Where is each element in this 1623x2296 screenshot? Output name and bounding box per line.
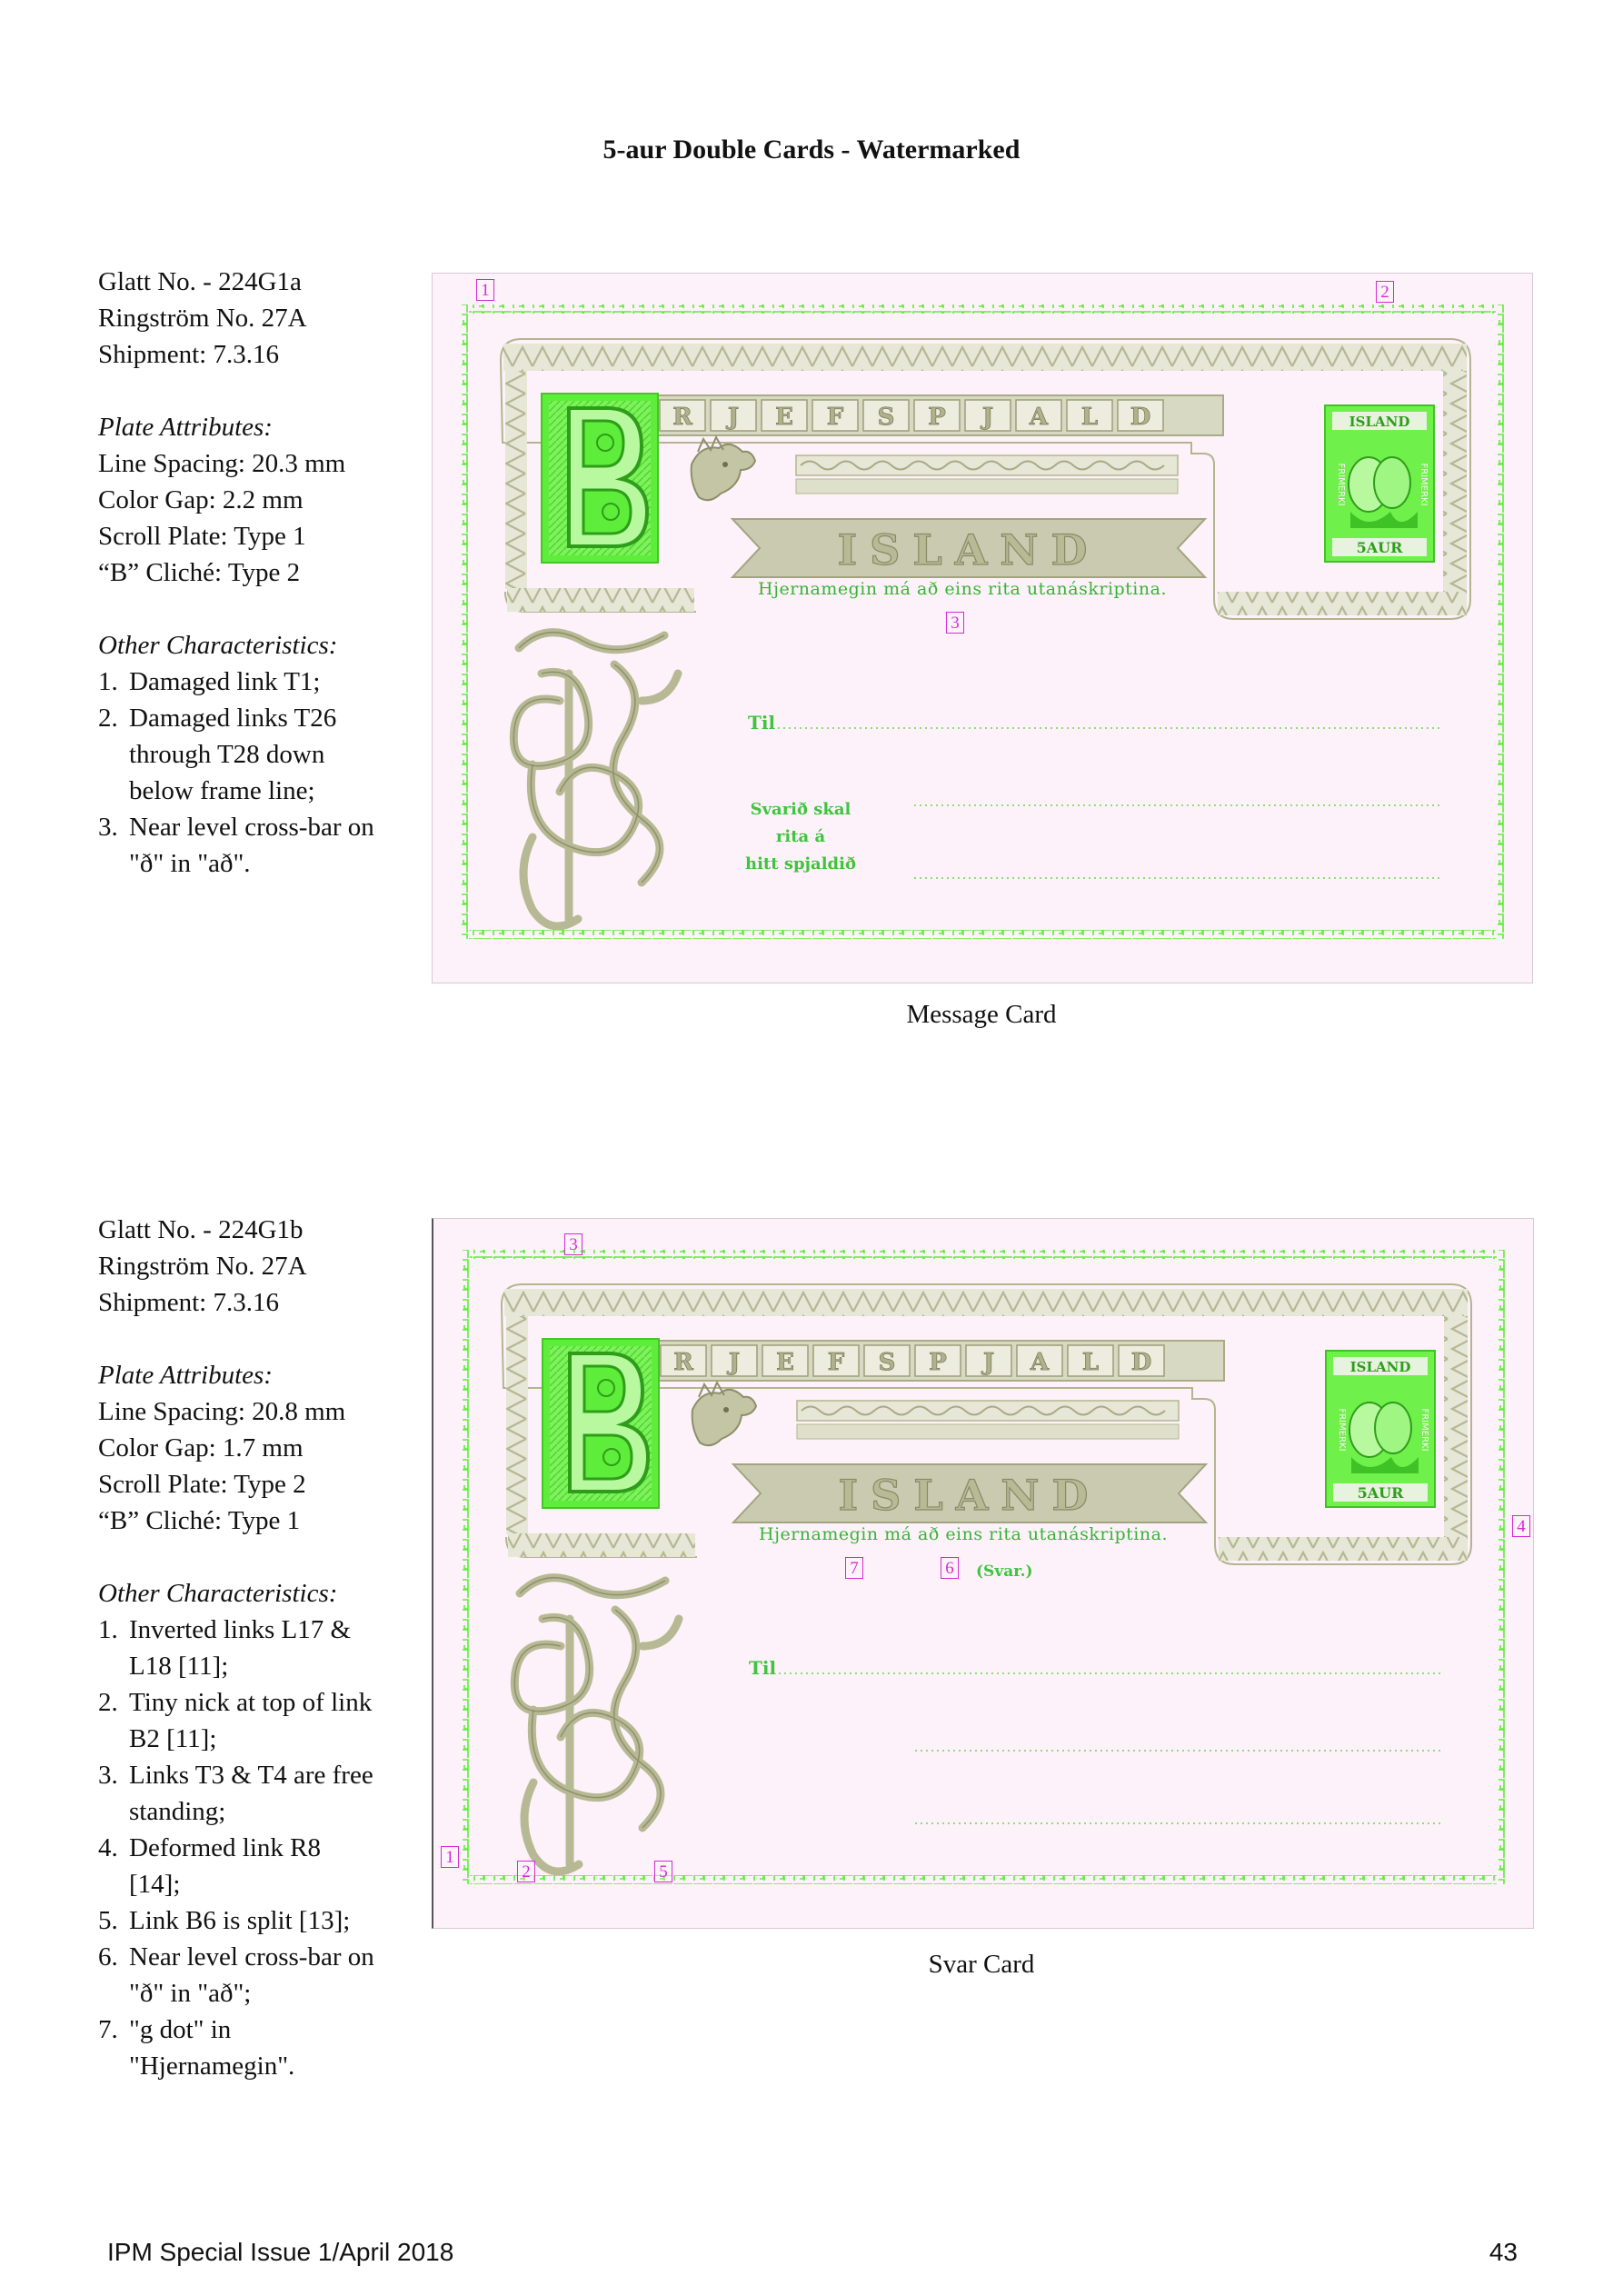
item-number: 1. bbox=[98, 667, 118, 696]
page-number: 43 bbox=[1489, 2238, 1518, 2266]
reply-line: hitt spjaldið bbox=[745, 854, 856, 873]
brand-letter: J bbox=[981, 404, 994, 431]
characteristics-list bbox=[98, 1612, 425, 2084]
brand-letter: F bbox=[827, 1349, 845, 1376]
brand-letter: E bbox=[776, 1349, 794, 1376]
svar-label: (Svar.) bbox=[976, 1562, 1033, 1581]
item-text: Inverted links L17 & bbox=[129, 1615, 352, 1644]
brand-letters bbox=[588, 1341, 1224, 1381]
plate-attributes-heading: Plate Attributes: bbox=[98, 413, 273, 442]
other-characteristics-heading: Other Characteristics: bbox=[98, 1579, 338, 1608]
brand-letter: A bbox=[1029, 404, 1049, 431]
item-number: 2. bbox=[98, 704, 118, 733]
item-text: Near level cross-bar on bbox=[129, 1942, 374, 1972]
characteristic-item bbox=[98, 1902, 425, 1939]
glatt-number: Glatt No. - 224G1b bbox=[98, 1215, 304, 1244]
characteristic-item bbox=[98, 1612, 425, 1684]
svg-text:FRIMERKI: FRIMERKI bbox=[1337, 1408, 1347, 1452]
til-label: Til bbox=[749, 1657, 777, 1679]
knotwork-ornament-detail bbox=[513, 633, 664, 883]
item-text: Tiny nick at top of link bbox=[129, 1688, 373, 1717]
item-text: L18 [11]; bbox=[129, 1652, 229, 1681]
color-gap: Color Gap: 1.7 mm bbox=[98, 1433, 304, 1462]
svg-text:ISLAND: ISLAND bbox=[837, 525, 1100, 574]
brand-letter: L bbox=[1080, 404, 1099, 431]
item-number: 6. bbox=[98, 1942, 118, 1972]
svg-text:ISLAND: ISLAND bbox=[838, 1471, 1101, 1520]
characteristic-item bbox=[98, 1939, 425, 2011]
item-text: "ð" in "að". bbox=[129, 849, 251, 878]
plate-attributes-heading: Plate Attributes: bbox=[98, 1361, 273, 1390]
svar-card-caption: Svar Card bbox=[928, 1950, 1035, 1979]
reply-line: Svarið skal bbox=[750, 800, 851, 819]
characteristic-item bbox=[98, 809, 425, 882]
marker-5: 5 bbox=[654, 1861, 672, 1882]
item-text: Deformed link R8 bbox=[129, 1833, 322, 1862]
characteristic-item bbox=[98, 700, 425, 809]
marker-4: 4 bbox=[1512, 1515, 1530, 1537]
message-card-image bbox=[432, 273, 1533, 983]
item-text: Damaged link T1; bbox=[129, 667, 321, 696]
item-text: Links T3 & T4 are free bbox=[129, 1761, 373, 1790]
brand-letter: D bbox=[1130, 404, 1151, 431]
item-number: 7. bbox=[98, 2015, 118, 2044]
marker-2: 2 bbox=[517, 1861, 535, 1882]
item-number: 3. bbox=[98, 1761, 118, 1790]
scroll-plate: Scroll Plate: Type 1 bbox=[98, 522, 306, 551]
item-text: B2 [11]; bbox=[129, 1724, 217, 1753]
brand-letter: S bbox=[878, 1349, 896, 1376]
knotwork-ornament-icon bbox=[513, 633, 678, 926]
page-title: 5-aur Double Cards - Watermarked bbox=[602, 135, 1021, 165]
characteristics-list bbox=[98, 664, 425, 882]
brand-letter: L bbox=[1081, 1349, 1100, 1376]
card1-description bbox=[98, 264, 425, 882]
ringstrom-number: Ringström No. 27A bbox=[98, 304, 307, 333]
item-number: 1. bbox=[98, 1615, 118, 1644]
item-text: "Hjernamegin". bbox=[129, 2051, 295, 2081]
message-card-caption: Message Card bbox=[906, 1000, 1057, 1029]
characteristic-item bbox=[98, 1830, 425, 1902]
marker-3: 3 bbox=[946, 612, 964, 634]
brand-letter: J bbox=[728, 1349, 741, 1376]
shipment: Shipment: 7.3.16 bbox=[98, 340, 279, 369]
svg-text:FRIMERKI: FRIMERKI bbox=[1336, 463, 1346, 506]
ringstrom-number: Ringström No. 27A bbox=[98, 1252, 307, 1281]
brand-letter: A bbox=[1030, 1349, 1050, 1376]
brand-letter: J bbox=[727, 404, 740, 431]
reply-line: rita á bbox=[775, 827, 826, 846]
characteristic-item bbox=[98, 1684, 425, 1757]
brand-letter: J bbox=[982, 1349, 995, 1376]
characteristic-item bbox=[98, 2011, 425, 2084]
characteristic-item bbox=[98, 664, 425, 700]
knotwork-ornament-icon bbox=[514, 1578, 679, 1872]
scroll-plate: Scroll Plate: Type 2 bbox=[98, 1470, 306, 1499]
country-banner bbox=[732, 519, 1205, 577]
item-text: through T28 down bbox=[129, 740, 325, 769]
svg-text:FRIMERKI: FRIMERKI bbox=[1419, 1408, 1429, 1452]
brand-letter: P bbox=[929, 1349, 947, 1376]
other-characteristics-heading: Other Characteristics: bbox=[98, 631, 338, 660]
svg-text:5AUR: 5AUR bbox=[1357, 1484, 1404, 1502]
brand-letter: P bbox=[928, 404, 946, 431]
item-text: "ð" in "að"; bbox=[129, 1979, 252, 2008]
brand-letter: E bbox=[775, 404, 793, 431]
marker-1: 1 bbox=[476, 279, 494, 301]
address-lines bbox=[779, 1673, 1442, 1823]
knotwork-ornament-detail bbox=[514, 1578, 665, 1828]
b-cliche: “B” Cliché: Type 2 bbox=[98, 558, 301, 587]
item-number: 3. bbox=[98, 813, 118, 842]
item-text: [14]; bbox=[129, 1870, 181, 1899]
card2-description bbox=[98, 1212, 425, 2084]
line-spacing: Line Spacing: 20.8 mm bbox=[98, 1397, 346, 1426]
kings-portrait-stamp-icon bbox=[1319, 399, 1440, 568]
message-line: Hjernamegin má að eins rita utanáskriptina. bbox=[759, 1524, 1168, 1544]
item-number: 5. bbox=[98, 1906, 118, 1935]
item-text: Damaged links T26 bbox=[129, 704, 337, 733]
characteristic-item bbox=[98, 1757, 425, 1830]
footer-publication: IPM Special Issue 1/April 2018 bbox=[107, 2238, 454, 2266]
brand-letter: S bbox=[877, 404, 895, 431]
brand-letter: R bbox=[673, 1349, 693, 1376]
marker-7: 7 bbox=[845, 1557, 863, 1579]
reply-instruction bbox=[732, 796, 869, 878]
marker-1: 1 bbox=[441, 1846, 459, 1868]
glatt-number: Glatt No. - 224G1a bbox=[98, 267, 302, 296]
item-text: Near level cross-bar on bbox=[129, 813, 374, 842]
svg-text:ISLAND: ISLAND bbox=[1349, 1359, 1411, 1375]
svg-text:5AUR: 5AUR bbox=[1356, 539, 1403, 556]
marker-3: 3 bbox=[564, 1233, 582, 1255]
brand-letters bbox=[587, 395, 1223, 435]
item-text: below frame line; bbox=[129, 776, 315, 805]
marker-6: 6 bbox=[941, 1557, 959, 1579]
svg-text:ISLAND: ISLAND bbox=[1349, 414, 1410, 430]
dragon-head-icon bbox=[692, 437, 755, 500]
brand-letter: D bbox=[1130, 1349, 1152, 1376]
item-number: 4. bbox=[98, 1833, 118, 1862]
b-cliche: “B” Cliché: Type 1 bbox=[98, 1506, 301, 1535]
item-number: 2. bbox=[98, 1688, 118, 1717]
dragon-head-icon bbox=[692, 1383, 756, 1445]
shipment: Shipment: 7.3.16 bbox=[98, 1288, 279, 1317]
svar-card-image bbox=[432, 1218, 1534, 1929]
item-text: "g dot" in bbox=[129, 2015, 232, 2044]
item-text: standing; bbox=[129, 1797, 226, 1826]
brand-letter: F bbox=[826, 404, 844, 431]
line-spacing: Line Spacing: 20.3 mm bbox=[98, 449, 346, 478]
marker-2: 2 bbox=[1376, 281, 1394, 303]
svg-text:FRIMERKI: FRIMERKI bbox=[1419, 463, 1429, 506]
item-text: Link B6 is split [13]; bbox=[129, 1906, 351, 1935]
letter-b-icon bbox=[543, 1339, 659, 1508]
kings-portrait-stamp-icon bbox=[1319, 1344, 1441, 1513]
color-gap: Color Gap: 2.2 mm bbox=[98, 485, 304, 514]
brand-letter: R bbox=[672, 404, 692, 431]
address-lines bbox=[778, 728, 1441, 878]
message-line: Hjernamegin má að eins rita utanáskriptina. bbox=[758, 579, 1167, 599]
til-label: Til bbox=[748, 712, 776, 734]
letter-b-icon bbox=[542, 394, 658, 563]
country-banner bbox=[733, 1464, 1206, 1522]
card-artwork bbox=[433, 274, 1532, 983]
